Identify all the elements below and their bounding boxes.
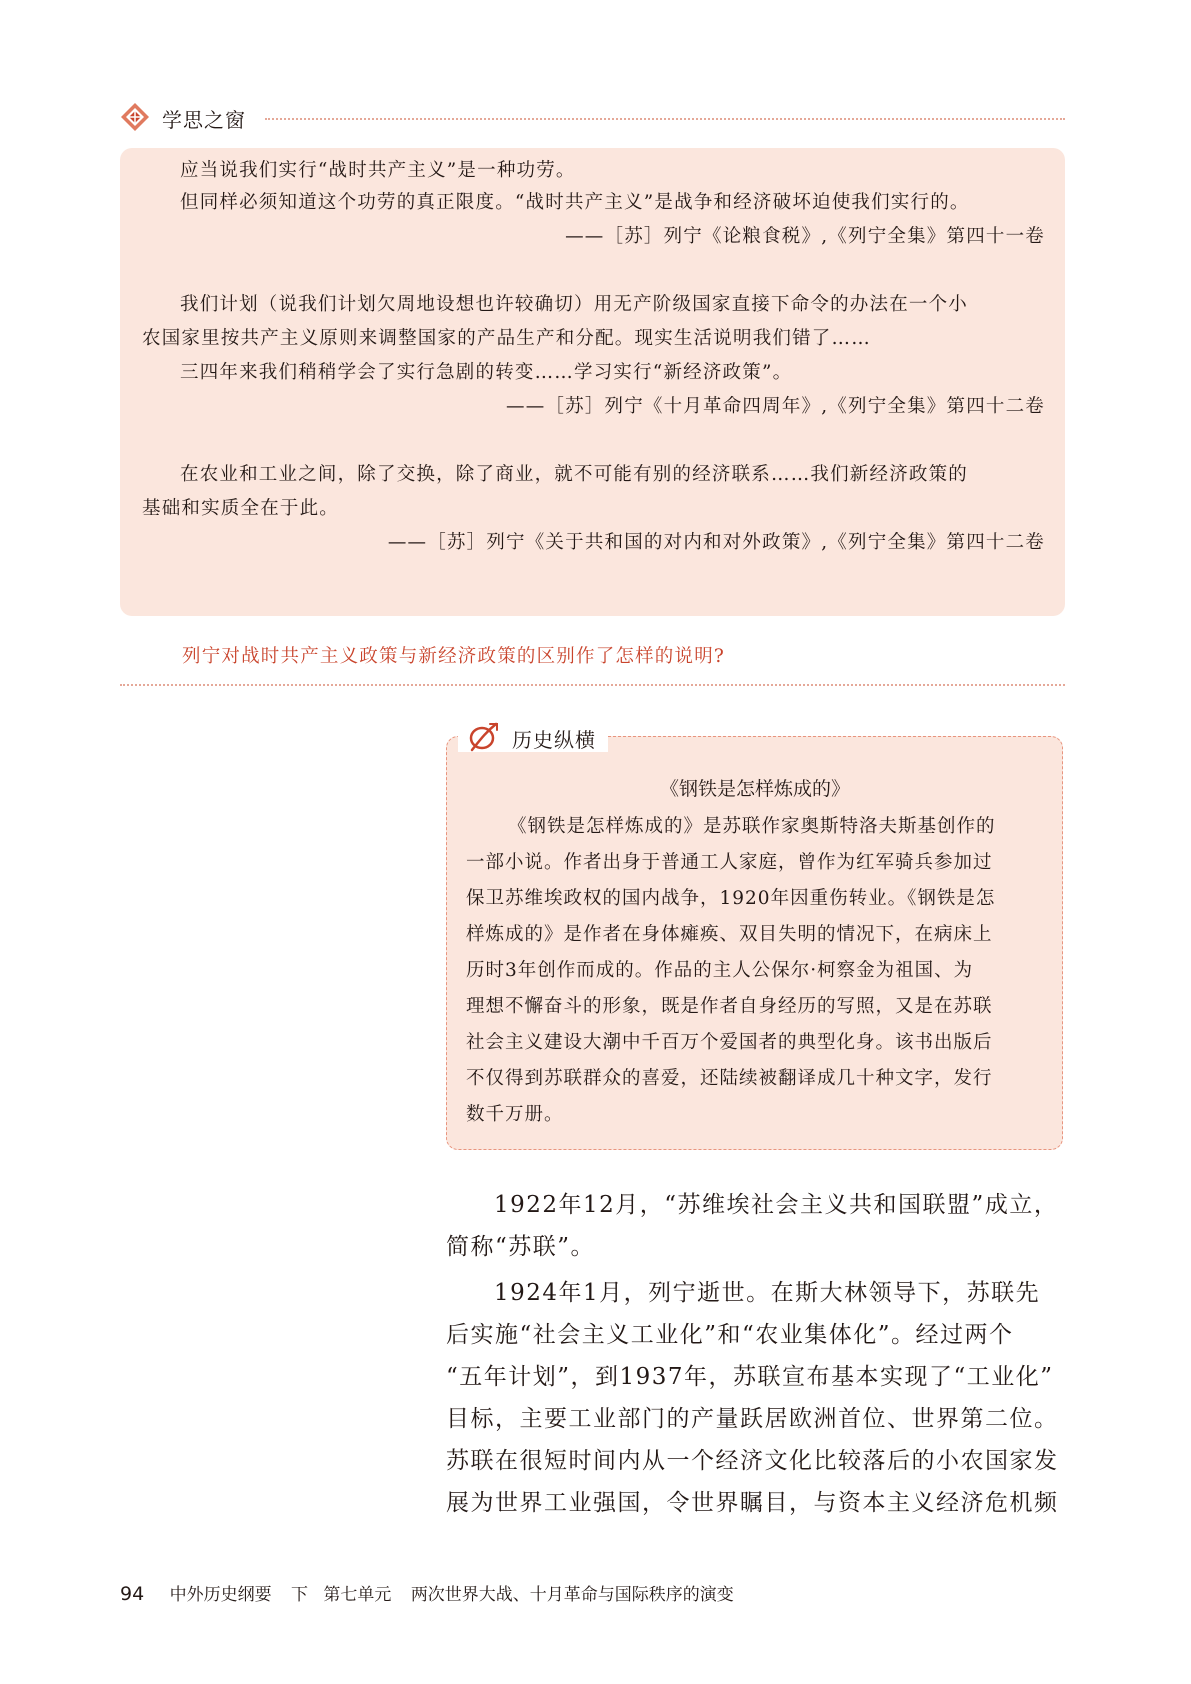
quote-line: 我们计划（说我们计划欠周地设想也许较确切）用无产阶级国家直接下命令的办法在一个小 [180, 294, 969, 315]
body-line: 苏联在很短时间内从一个经济文化比较落后的小农国家发 [446, 1448, 1059, 1474]
quote-line: 基础和实质全在于此。 [142, 498, 340, 519]
unit-title: 两次世界大战、十月革命与国际秩序的演变 [410, 1585, 734, 1605]
sidebar-line: 社会主义建设大潮中千百万个爱国者的典型化身。该书出版后 [466, 1032, 993, 1053]
xuesi-title: 学思之窗 [162, 108, 246, 132]
sidebar-line: 理想不懈奋斗的形象，既是作者自身经历的写照，又是在苏联 [466, 996, 993, 1017]
quote-line: 三四年来我们稍稍学会了实行急剧的转变……学习实行“新经济政策”。 [180, 362, 793, 383]
sidebar-line: 不仅得到苏联群众的喜爱，还陆续被翻译成几十种文字，发行 [466, 1068, 993, 1089]
body-line: 后实施“社会主义工业化”和“农业集体化”。经过两个 [446, 1322, 1014, 1348]
page-footer [120, 1580, 734, 1605]
history-swirl-icon [466, 722, 500, 752]
diamond-window-icon [120, 102, 150, 132]
sidebar-line: 数千万册。 [466, 1104, 564, 1125]
history-sidebar-heading: 《钢铁是怎样炼成的》 [659, 778, 850, 800]
xuesi-header [120, 102, 1065, 132]
quote-line: 在农业和工业之间，除了交换，除了商业，就不可能有别的经济联系……我们新经济政策的 [180, 464, 969, 485]
quote-source: ——［苏］列宁《关于共和国的对内和对外政策》,《列宁全集》第四十二卷 [387, 532, 1045, 553]
quote-source: ——［苏］列宁《论粮食税》,《列宁全集》第四十一卷 [565, 226, 1045, 247]
discussion-question: 列宁对战时共产主义政策与新经济政策的区别作了怎样的说明? [182, 646, 726, 667]
volume-label: 下 [291, 1585, 308, 1605]
body-line: “五年计划”，到1937年，苏联宣布基本实现了“工业化” [446, 1364, 1054, 1390]
body-line: 简称“苏联”。 [446, 1234, 596, 1260]
sidebar-line: 《钢铁是怎样炼成的》是苏联作家奥斯特洛夫斯基创作的 [508, 816, 996, 837]
quote-line: 但同样必须知道这个功劳的真正限度。“战时共产主义”是战争和经济破坏迫使我们实行的。 [180, 192, 970, 213]
sidebar-line: 保卫苏维埃政权的国内战争，1920年因重伤转业。《钢铁是怎 [466, 888, 996, 909]
history-sidebar-title: 历史纵横 [512, 728, 596, 752]
book-title: 中外历史纲要 [169, 1585, 272, 1605]
page-number: 94 [120, 1583, 145, 1605]
dotted-divider [265, 118, 1065, 120]
sidebar-line: 历时3年创作而成的。作品的主人公保尔·柯察金为祖国、为 [466, 960, 974, 981]
quote-line: 应当说我们实行“战时共产主义”是一种功劳。 [180, 160, 576, 181]
body-line: 展为世界工业强国，令世界瞩目，与资本主义经济危机频 [446, 1490, 1059, 1516]
sidebar-line: 一部小说。作者出身于普通工人家庭，曾作为红军骑兵参加过 [466, 852, 993, 873]
body-line: 1922年12月，“苏维埃社会主义共和国联盟”成立， [494, 1192, 1059, 1218]
unit-label: 第七单元 [323, 1585, 392, 1605]
body-line: 目标，主要工业部门的产量跃居欧洲首位、世界第二位。 [446, 1406, 1059, 1432]
body-line: 1924年1月，列宁逝世。在斯大林领导下，苏联先 [494, 1280, 1041, 1306]
quote-line: 农国家里按共产主义原则来调整国家的产品生产和分配。现实生活说明我们错了…… [142, 328, 871, 349]
quote-box [120, 148, 1065, 616]
dotted-divider [120, 684, 1065, 686]
sidebar-line: 样炼成的》是作者在身体瘫痪、双目失明的情况下，在病床上 [466, 924, 993, 945]
quote-source: ——［苏］列宁《十月革命四周年》,《列宁全集》第四十二卷 [506, 396, 1045, 417]
